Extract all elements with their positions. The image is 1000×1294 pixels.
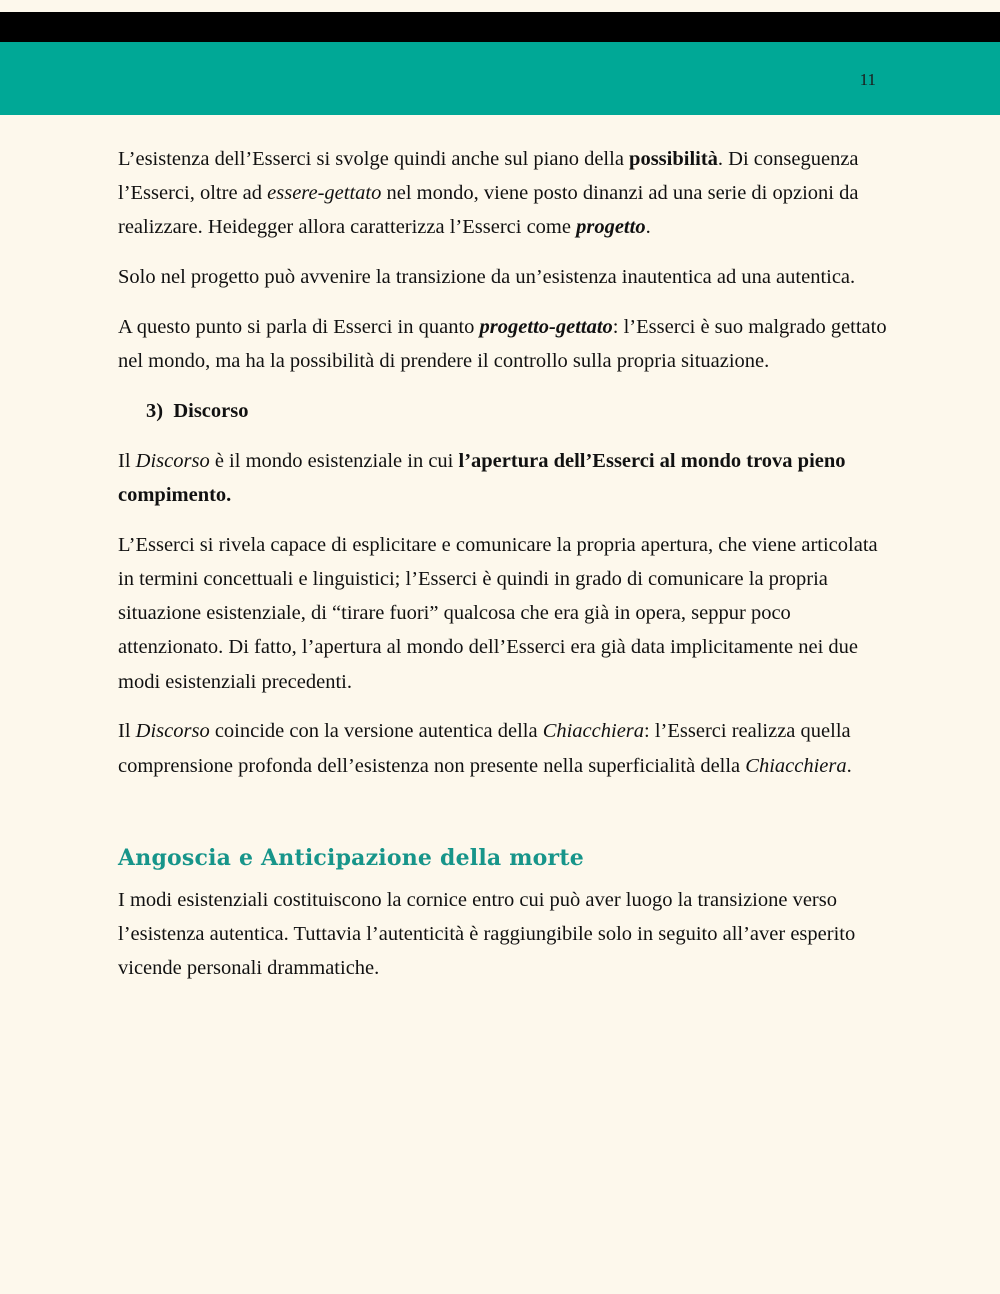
paragraph-possibilita [118, 142, 888, 245]
text-run: . [846, 754, 852, 777]
text-run: : l’Esserci realizza quella comprensione profonda dell’esistenza non presente nella superficialità della [118, 720, 851, 777]
text-run: Il [118, 720, 136, 743]
section-heading: Angoscia e Anticipazione della morte [118, 844, 584, 871]
paragraph-modi-esistenziali [118, 883, 888, 986]
bold-term: possibilità [629, 148, 718, 170]
text-run: coincide con la versione autentica della [209, 720, 543, 743]
text-run: Solo nel progetto può avvenire la transizione da un’esistenza inautentica ad una autentica. [118, 266, 856, 289]
text-run: I modi esistenziali costituiscono la cornice entro cui può aver luogo la transizione verso l’esistenza autentica. Tuttavia l’autenticità è raggiungibile solo in seguito all’aver esperito vicende personali drammatiche. [118, 888, 856, 980]
bold-italic-term: progetto [576, 216, 646, 239]
text-run: è il mondo esistenziale in cui [209, 449, 459, 472]
paragraph-progetto-gettato [118, 310, 888, 378]
top-black-bar [0, 12, 1000, 42]
text-run: A questo punto si parla di Esserci in quanto [118, 316, 480, 338]
paragraph-chiacchiera [118, 714, 888, 782]
text-run: . Di conseguenza l’Esserci, oltre ad [118, 148, 859, 205]
text-run: L’Esserci si rivela capace di esplicitare e comunicare la propria apertura, che viene articolata in termini concettuali e linguistici; l’Esserci è quindi in grado di comunicare la propria situazione esistenziale, di “tirare fuori” qualcosa che era già in opera, seppur poco attenzionato. Di fatto, l’apertura al mondo dell’Esserci era già data implicitamente nei due modi esistenziali precedenti. [118, 533, 878, 693]
text-run: L’esistenza dell’Esserci si svolge quindi anche sul piano della [118, 148, 630, 170]
bold-italic-term: progetto-gettato [479, 316, 613, 338]
text-run: Il [118, 449, 136, 472]
bold-term: l’apertura dell’Esserci al mondo trova pieno compimento. [118, 449, 846, 506]
subheading-title: Discorso [173, 400, 249, 422]
page-number: 11 [859, 70, 876, 89]
subheading-discorso [118, 394, 888, 428]
italic-term: essere-gettato [267, 182, 382, 205]
text-run: . [645, 216, 651, 239]
italic-term: Chiacchiera [745, 754, 847, 777]
paragraph-esplicitare [118, 528, 888, 699]
italic-term: Discorso [135, 720, 210, 743]
paragraph-discorso-definizione [118, 444, 888, 512]
italic-term: Discorso [135, 449, 210, 472]
text-run: nel mondo, viene posto dinanzi ad una serie di opzioni da realizzare. Heidegger allora caratterizza l’Esserci come [118, 182, 859, 239]
italic-term: Chiacchiera [542, 720, 645, 743]
paragraph-transizione [118, 260, 888, 294]
body-text [118, 142, 888, 1001]
header-band [0, 42, 1000, 115]
subheading-number: 3) [146, 400, 164, 422]
text-run: : l’Esserci è suo malgrado gettato nel mondo, ma ha la possibilità di prendere il controllo sulla propria situazione. [118, 316, 887, 373]
